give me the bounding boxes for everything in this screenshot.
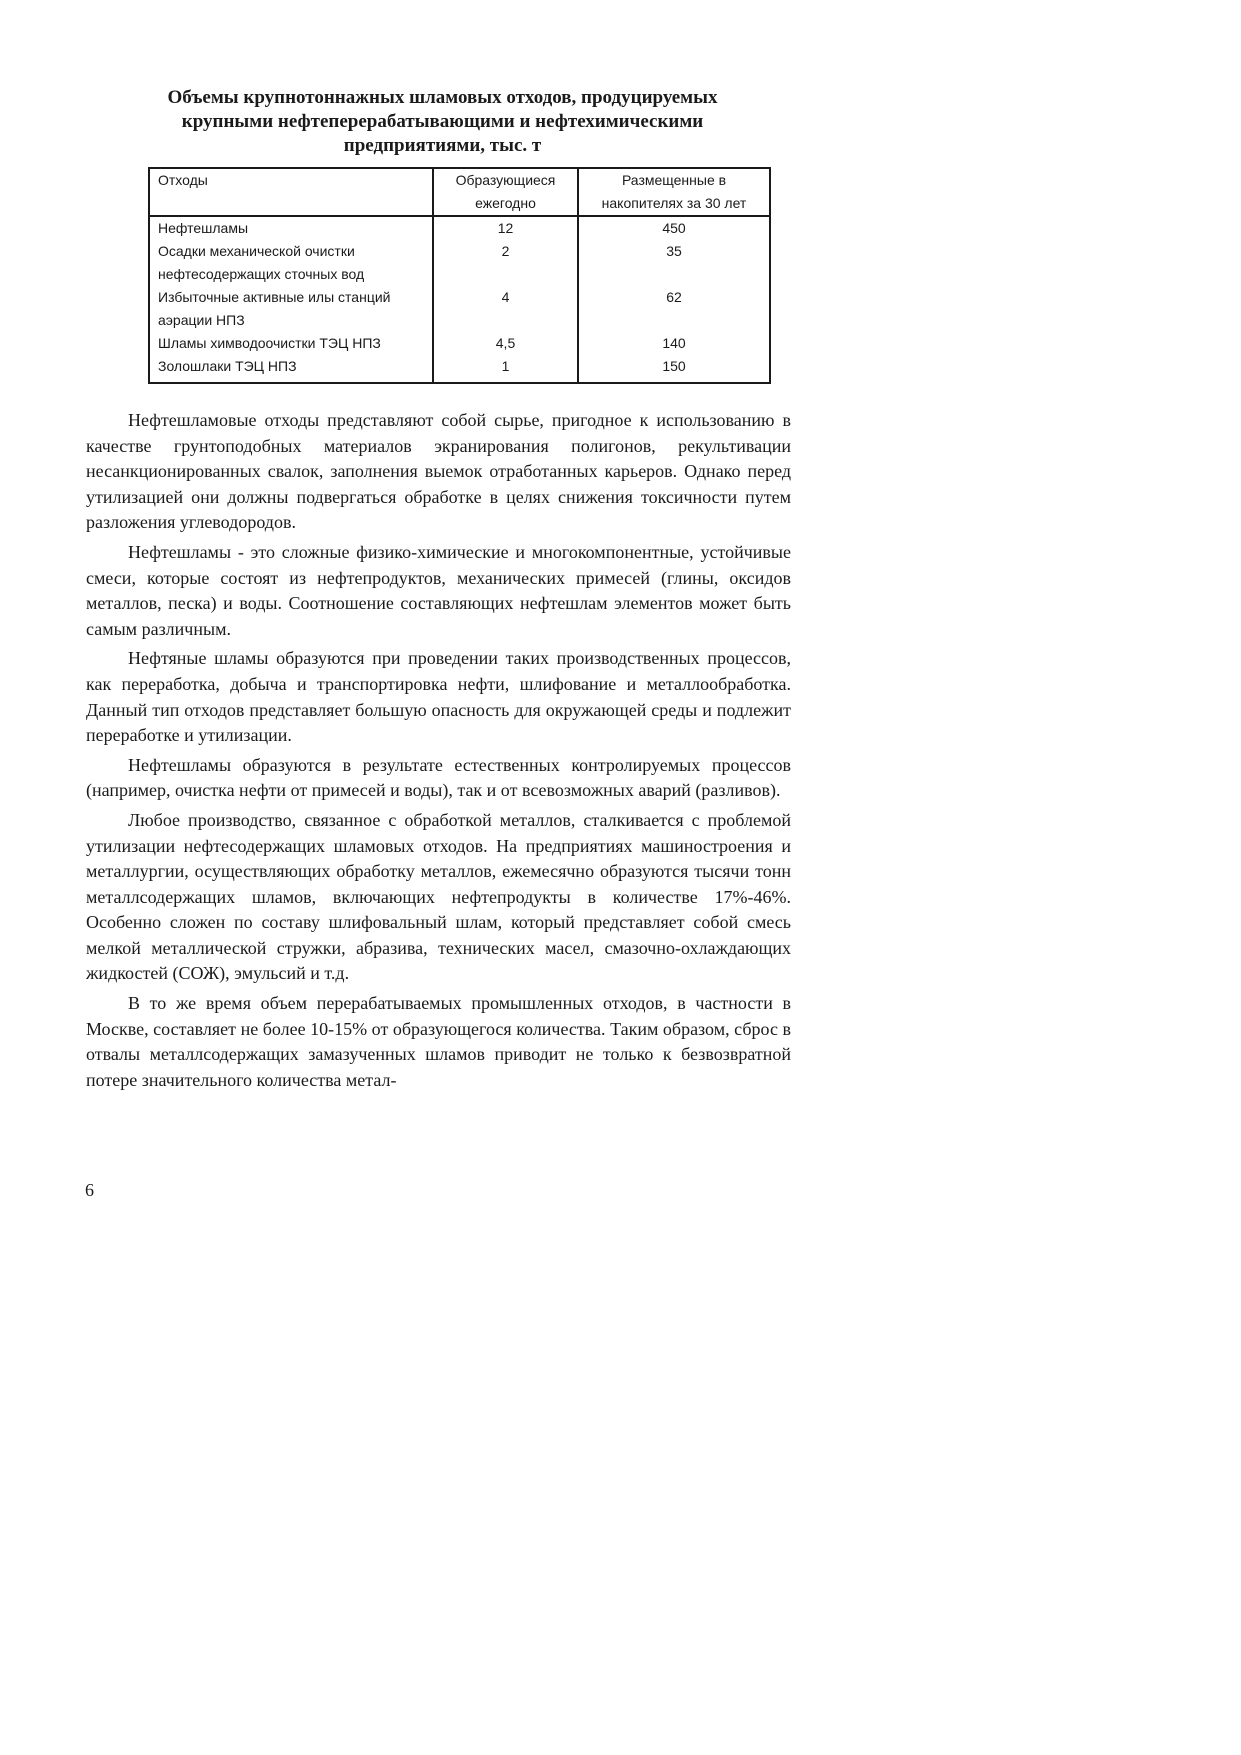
- cell-waste: Избыточные активные илы станций аэрации НПЗ: [149, 286, 433, 332]
- cell-stored: 450: [662, 220, 686, 236]
- body-text: [86, 408, 791, 1097]
- table-row: [149, 240, 770, 286]
- header-waste: Отходы: [149, 168, 433, 216]
- paragraph: Нефтешламы - это сложные физико-химические и многокомпонентные, устойчивые смеси, которые состоят из нефтепродуктов, механических примесей (глины, оксидов металлов, песка) и воды. Соотношение составляющих нефтешлам элементов может быть самым различным.: [86, 541, 791, 639]
- paragraph: В то же время объем перерабатываемых промышленных отходов, в частности в Москве, составляет не более 10-15% от образующегося количества. Таким образом, сброс в отвалы металлсодержащих замазученных шламов приводит не только к безвозвратной потере значительного количества метал-: [86, 993, 791, 1090]
- header-stored: Размещенные в накопителях за 30 лет: [578, 168, 770, 216]
- cell-annual: 4,5: [433, 332, 578, 355]
- paragraph: Нефтяные шламы образуются при проведении таких производственных процессов, как переработка, добыча и транспортировка нефти, шлифование и металлообработка. Данный тип отходов представляет большую опасность для окружающей среды и подлежит переработке и утилизации.: [86, 648, 791, 746]
- page-number: 6: [85, 1180, 94, 1200]
- waste-volume-table: [148, 167, 771, 384]
- cell-waste: Осадки механической очистки нефтесодержащих сточных вод: [149, 240, 433, 286]
- table-row: [149, 355, 770, 383]
- paragraph: Нефтешламовые отходы представляют собой сырье, пригодное к использованию в качестве грунтоподобных материалов экранирования полигонов, рекультивации несанкционированных свалок, заполнения выемок отработанных карьеров. Однако перед утилизацией они должны подвергаться обработке в целях снижения токсичности путем разложения углеводородов.: [86, 410, 791, 533]
- table-row: [149, 332, 770, 355]
- cell-waste: Нефтешламы: [149, 216, 433, 240]
- caption-line-3: предприятиями, тыс. т: [343, 135, 542, 156]
- cell-stored: 62: [666, 289, 682, 305]
- cell-annual: 4: [433, 286, 578, 332]
- cell-stored: 150: [662, 358, 686, 374]
- cell-waste: Золошлаки ТЭЦ НПЗ: [149, 355, 433, 383]
- cell-stored: 35: [666, 243, 682, 259]
- cell-annual: 12: [433, 216, 578, 240]
- cell-annual: 2: [433, 240, 578, 286]
- table-row: [149, 216, 770, 240]
- caption-line-1: Объемы крупнотоннажных шламовых отходов, продуцируемых: [167, 87, 718, 108]
- cell-waste: Шламы химводоочистки ТЭЦ НПЗ: [149, 332, 433, 355]
- paragraph: Любое производство, связанное с обработкой металлов, сталкивается с проблемой утилизации нефтесодержащих шламовых отходов. На предприятиях машиностроения и металлургии, осуществляющих обработку металлов, ежемесячно образуются тысячи тонн металлсодержащих шламов, включающих нефтепродукты в количестве 17%-46%. Особенно сложен по составу шлифовальный шлам, который представляет собой смесь мелкой металлической стружки, абразива, технических масел, смазочно-охлаждающих жидкостей (СОЖ), эмульсий и т.д.: [86, 809, 791, 984]
- header-annual: Образующиеся ежегодно: [433, 168, 578, 216]
- table-row: [149, 286, 770, 332]
- cell-annual: 1: [433, 355, 578, 383]
- table-header-row: [149, 168, 770, 216]
- table-caption: [110, 86, 775, 158]
- caption-line-2: крупными нефтеперерабатывающими и нефтехимическими: [181, 111, 704, 132]
- cell-stored: 140: [662, 335, 686, 351]
- paragraph: Нефтешламы образуются в результате естественных контролируемых процессов (например, очистка нефти от примесей и воды), так и от всевозможных аварий (разливов).: [86, 754, 791, 801]
